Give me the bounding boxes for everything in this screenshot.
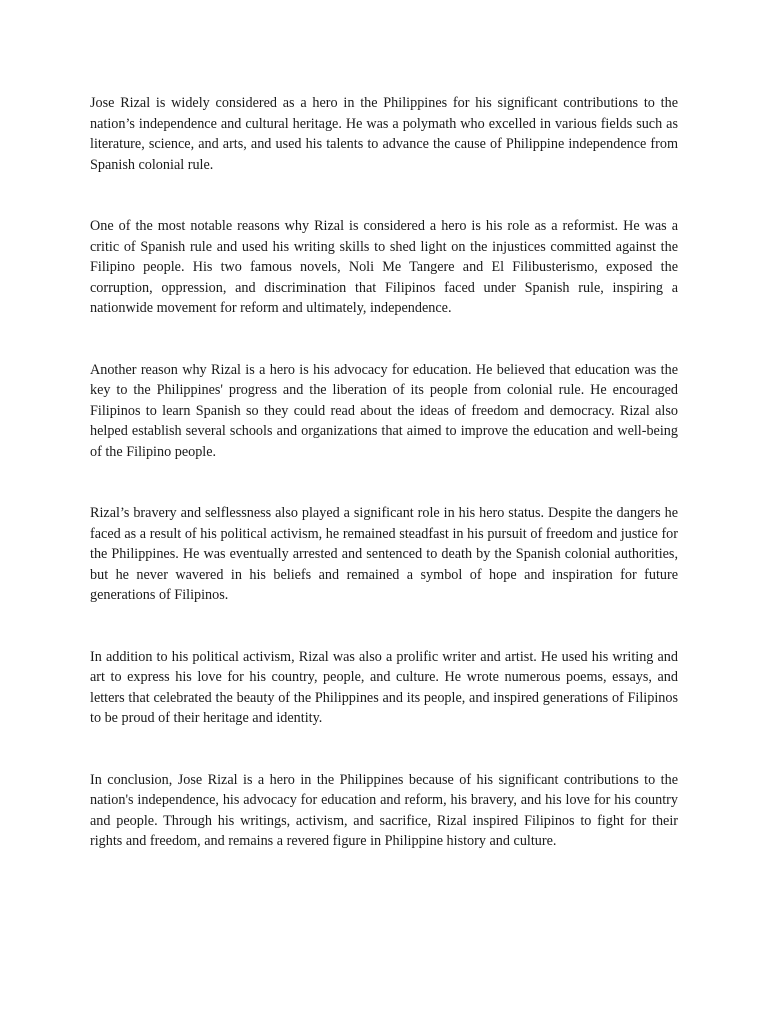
paragraph-conclusion: In conclusion, Jose Rizal is a hero in the Philippines because of his significant contributions to the nation's independence, his advocacy for education and reform, his bravery, and his love for his country and people. Through his writings, activism, and sacrifice, Rizal inspired Filipinos to fight for their rights and freedom, and remains a revered figure in Philippine history and culture. bbox=[90, 771, 678, 849]
paragraph-intro: Jose Rizal is widely considered as a hero in the Philippines for his significant contributions to the nation’s independence and cultural heritage. He was a polymath who excelled in various fields such as literature, science, and arts, and used his talents to advance the cause of Philippine independence from Spanish colonial rule. bbox=[90, 95, 678, 173]
paragraph-bravery: Rizal’s bravery and selflessness also played a significant role in his hero status. Despite the dangers he faced as a result of his political activism, he remained steadfast in his pursuit of freedom and justice for the Philippines. He was eventually arrested and sentenced to death by the Spanish colonial authorities, but he never wavered in his beliefs and remained a symbol of hope and inspiration for future generations of Filipinos. bbox=[90, 505, 678, 603]
document-body bbox=[90, 93, 678, 852]
paragraph-reformist: One of the most notable reasons why Rizal is considered a hero is his role as a reformist. He was a critic of Spanish rule and used his writing skills to shed light on the injustices committed against the Filipino people. His two famous novels, Noli Me Tangere and El Filibusterismo, exposed the corruption, oppression, and discrimination that Filipinos faced under Spanish rule, inspiring a nationwide movement for reform and ultimately, independence. bbox=[90, 218, 678, 316]
paragraph-education: Another reason why Rizal is a hero is his advocacy for education. He believed that education was the key to the Philippines' progress and the liberation of its people from colonial rule. He encouraged Filipinos to learn Spanish so they could read about the ideas of freedom and democracy. Rizal also helped establish several schools and organizations that aimed to improve the education and well-being of the Filipino people. bbox=[90, 361, 678, 460]
paragraph-writer-artist: In addition to his political activism, Rizal was also a prolific writer and artist. He used his writing and art to express his love for his country, people, and culture. He wrote numerous poems, essays, and letters that celebrated the beauty of the Philippines and its people, and inspired generations of Filipinos to be proud of their heritage and identity. bbox=[90, 648, 678, 726]
